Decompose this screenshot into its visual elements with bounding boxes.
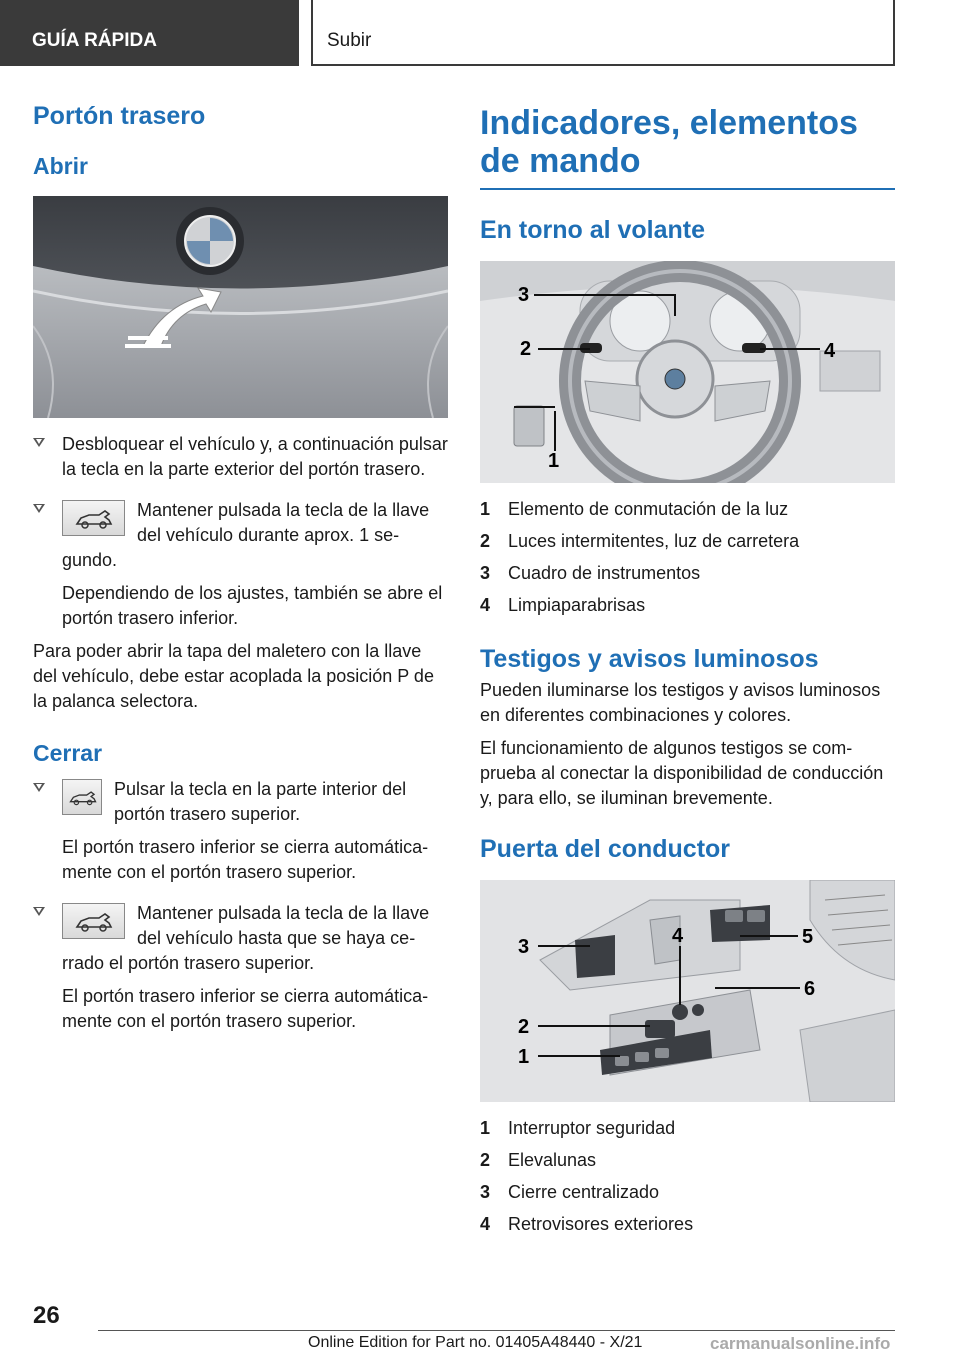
- list-item: 1 Elemento de conmutación de la luz: [480, 499, 789, 519]
- tailgate-button-icon: [62, 779, 102, 815]
- close-bullet-1: Pulsar la tecla en la parte interior del portón trasero superior. El portón trasero inferior se cierra automáticamente con el portón trasero superior.: [33, 777, 448, 885]
- list-item: 2 Elevalunas: [480, 1150, 597, 1170]
- bullet-triangle-icon: [33, 438, 45, 447]
- left-column: [33, 100, 448, 1034]
- lights-paragraph-1: Pueden iluminarse los testigos y avisos luminosos en diferentes combinaciones y colores.: [480, 680, 881, 725]
- chapter-title: Indicadores, elementos de mando: [480, 104, 895, 190]
- car-key-tailgate-icon: [62, 903, 125, 939]
- open-paragraph: Para poder abrir la tapa del maletero con la llave del vehículo, debe estar acoplada la posición P de la palanca selectora.: [33, 641, 434, 711]
- list-item: 2 Luces intermitentes, luz de carretera: [480, 531, 800, 551]
- callout-5: 5: [802, 926, 814, 948]
- list-item: 4 Retrovisores exteriores: [480, 1214, 694, 1234]
- callout-3: 3: [518, 936, 530, 958]
- close-bullet-2: Mantener pulsada la tecla de la llave del vehículo hasta que se haya cerrado el portón trasero superior. El portón trasero inferior se cierra automáticamente con el portón trasero superior.: [33, 901, 448, 1034]
- close-heading: Cerrar: [33, 740, 103, 766]
- lights-heading: Testigos y avisos luminosos: [480, 645, 819, 673]
- watermark: carmanualsonline.info: [710, 1334, 891, 1353]
- page-number: 26: [33, 1302, 60, 1329]
- topic-box: Subir: [311, 0, 895, 66]
- right-column: [480, 100, 895, 1240]
- list-item: 1 Interruptor seguridad: [480, 1118, 676, 1138]
- bullet-triangle-icon: [33, 783, 45, 792]
- open-bullet-1: Desbloquear el vehículo y, a continuación pulsar la tecla en la parte exterior del portón trasero.: [33, 432, 448, 482]
- edition-text: Online Edition for Part no. 01405A48440 - X/21: [308, 1334, 643, 1351]
- bullet-triangle-icon: [33, 504, 45, 513]
- open-bullet-2: Mantener pulsada la tecla de la llave del vehículo durante aprox. 1 segundo. Dependiendo de los ajustes, también se abre el portón trasero inferior.: [33, 498, 448, 631]
- section-title: Portón trasero: [33, 102, 206, 130]
- tailgate-photo: [33, 196, 448, 418]
- lights-paragraph-2: El funcionamiento de algunos testigos se comprueba al conectar la disponibilidad de conducción y, para ello, se iluminan brevemente.: [480, 738, 884, 808]
- steering-wheel-photo: [480, 261, 895, 483]
- open-heading: Abrir: [33, 153, 88, 179]
- car-key-tailgate-icon: [62, 500, 125, 536]
- bullet-triangle-icon: [33, 907, 45, 916]
- callout-6: 6: [804, 978, 816, 1000]
- callout-2: 2: [518, 1016, 530, 1038]
- wheel-heading: En torno al volante: [480, 216, 706, 244]
- callout-3: 3: [518, 284, 530, 306]
- callout-4: 4: [824, 340, 836, 362]
- footer-divider: [98, 1330, 895, 1331]
- callout-2: 2: [520, 338, 532, 360]
- list-item: 3 Cuadro de instrumentos: [480, 563, 701, 583]
- wheel-legend: [480, 493, 895, 621]
- door-heading: Puerta del conductor: [480, 835, 731, 863]
- callout-4: 4: [672, 925, 684, 947]
- callout-1: 1: [548, 450, 560, 472]
- list-item: 3 Cierre centralizado: [480, 1182, 660, 1202]
- callout-1: 1: [518, 1046, 530, 1068]
- page-header: [0, 0, 960, 66]
- section-tab: GUÍA RÁPIDA: [0, 0, 299, 66]
- driver-door-photo: [480, 880, 895, 1102]
- list-item: 4 Limpiaparabrisas: [480, 595, 646, 615]
- door-legend: [480, 1112, 895, 1240]
